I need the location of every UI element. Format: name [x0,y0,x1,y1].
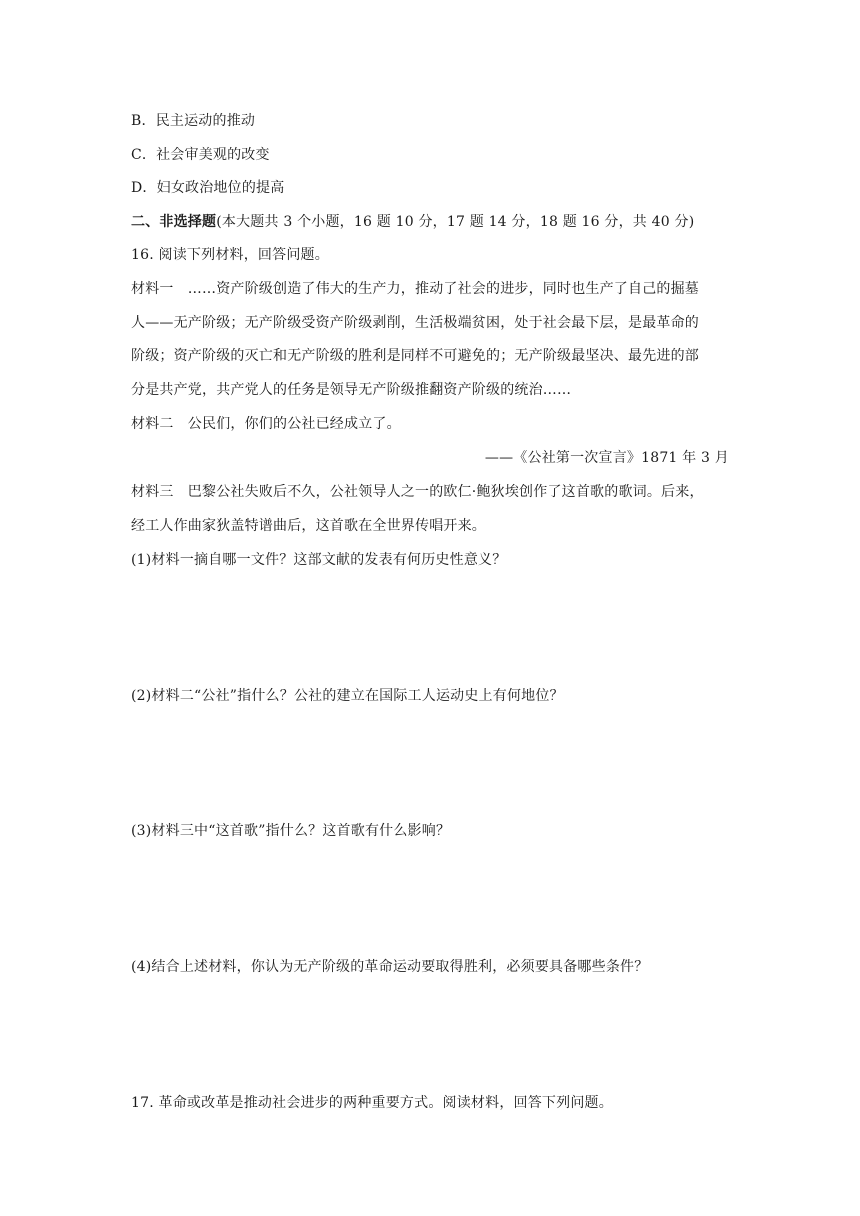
sub-question-4: (4)结合上述材料，你认为无产阶级的革命运动要取得胜利，必须要具备哪些条件？ [131,959,649,975]
answer-space-4[interactable] [131,983,729,1083]
material3-line: 经工人作曲家狄盖特谱曲后，这首歌在全世界传唱开来。 [131,518,486,534]
option-c: C．社会审美观的改变 [131,147,270,163]
answer-space-2[interactable] [131,712,729,812]
answer-space-3[interactable] [131,847,729,947]
option-b: B．民主运动的推动 [131,113,256,129]
sub-question-2: (2)材料二“公社”指什么？公社的建立在国际工人运动史上有何地位？ [131,688,564,704]
section-heading [131,212,694,232]
material1-line: 人——无产阶级；无产阶级受资产阶级剥削，生活极端贫困，处于社会最下层，是最革命的 [131,315,699,331]
sub-question-3: (3)材料三中“这首歌”指什么？这首歌有什么影响？ [131,823,451,839]
material2: 材料二 公民们，你们的公社已经成立了。 [131,416,401,432]
material1-line: 材料一 ……资产阶级创造了伟大的生产力，推动了社会的进步，同时也生产了自己的掘墓 [131,281,699,297]
question-16-stem: 16. 阅读下列材料，回答问题。 [131,247,329,263]
material2-source: ——《公社第一次宣言》1871 年 3 月 [484,450,729,466]
option-d: D．妇女政治地位的提高 [131,180,285,196]
sub-question-1: (1)材料一摘自哪一文件？这部文献的发表有何历史性意义？ [131,552,507,568]
material3-line: 材料三 巴黎公社失败后不久，公社领导人之一的欧仁·鲍狄埃创作了这首歌的歌词。后来， [131,484,704,500]
answer-space-1[interactable] [131,576,729,676]
section-heading-note: (本大题共 3 个小题，16 题 10 分，17 题 14 分，18 题 16 分，共 40 分) [216,214,695,230]
material1-line: 阶级；资产阶级的灭亡和无产阶级的胜利是同样不可避免的；无产阶级最坚决、最先进的部 [131,348,699,364]
section-heading-title: 二、非选择题 [131,214,217,230]
question-17-stem: 17. 革命或改革是推动社会进步的两种重要方式。阅读材料，回答下列问题。 [131,1095,613,1111]
material1-line: 分是共产党，共产党人的任务是领导无产阶级推翻资产阶级的统治…… [131,382,572,398]
